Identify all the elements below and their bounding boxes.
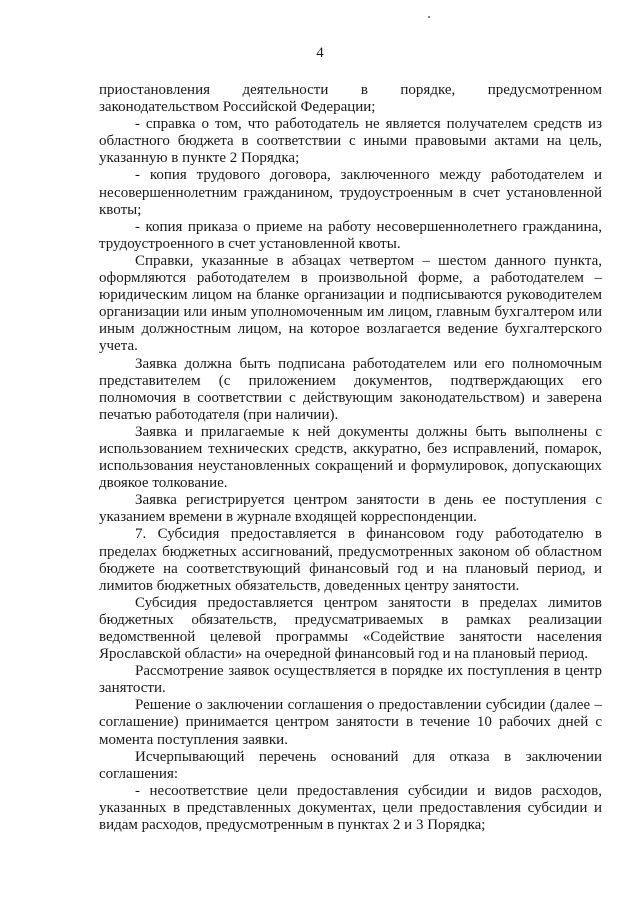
paragraph: 7. Субсидия предоставляется в финансовом году работодателю в пределах бюджетных ассигнований, предусмотренных законом об областном бюджете на соответствующий финансовый год и на плановый период, и лимитов бюджетных обязательств, доведенных центру занятости. (99, 526, 602, 594)
paragraph: Заявка должна быть подписана работодателем или его полномочным представителем (с приложением документов, подтверждающих его полномочия в соответствии с действующим законодательством) и заверена печатью работодателя (при наличии). (99, 355, 602, 423)
paragraph: Справки, указанные в абзацах четвертом – шестом данного пункта, оформляются работодателем в произвольной форме, а работодателем – юридическим лицом на бланке организации и подписываются руководителем организации или иным уполномоченным им лицом, главным бухгалтером или иным должностным лицом, на которое возлагается ведение бухгалтерского учета. (99, 252, 602, 355)
scan-speck (428, 16, 430, 18)
paragraph: Заявка регистрируется центром занятости в день ее поступления с указанием времени в журнале входящей корреспонденции. (99, 492, 602, 526)
paragraph: Решение о заключении соглашения о предоставлении субсидии (далее – соглашение) принимается центром занятости в течение 10 рабочих дней с момента поступления заявки. (99, 697, 602, 748)
paragraph: приостановления деятельности в порядке, предусмотренном законодательством Российской Федерации; (99, 82, 602, 116)
paragraph: - копия трудового договора, заключенного между работодателем и несовершеннолетним гражданином, трудоустроенным в счет установленной квоты; (99, 167, 602, 218)
document-body (99, 82, 602, 834)
paragraph: - копия приказа о приеме на работу несовершеннолетнего гражданина, трудоустроенного в счет установленной квоты. (99, 218, 602, 252)
paragraph: Субсидия предоставляется центром занятости в пределах лимитов бюджетных обязательств, предусматриваемых в рамках реализации ведомственной целевой программы «Содействие занятости населения Ярославской области» на очередной финансовый год и на плановый период. (99, 594, 602, 663)
paragraph: - справка о том, что работодатель не является получателем средств из областного бюджета в соответствии с иными правовыми актами на цель, указанную в пункте 2 Порядка; (99, 116, 602, 167)
paragraph: Рассмотрение заявок осуществляется в порядке их поступления в центр занятости. (99, 663, 602, 697)
paragraph: - несоответствие цели предоставления субсидии и видов расходов, указанных в представленных документах, цели предоставления субсидии и видам расходов, предусмотренным в пунктах 2 и 3 Порядка; (99, 782, 602, 834)
paragraph: Заявка и прилагаемые к ней документы должны быть выполнены с использованием технических средств, аккуратно, без исправлений, помарок, использования неустановленных сокращений и формулировок, допускающих двоякое толкование. (99, 423, 602, 492)
paragraph: Исчерпывающий перечень оснований для отказа в заключении соглашения: (99, 748, 602, 782)
page-number: 4 (316, 45, 324, 61)
